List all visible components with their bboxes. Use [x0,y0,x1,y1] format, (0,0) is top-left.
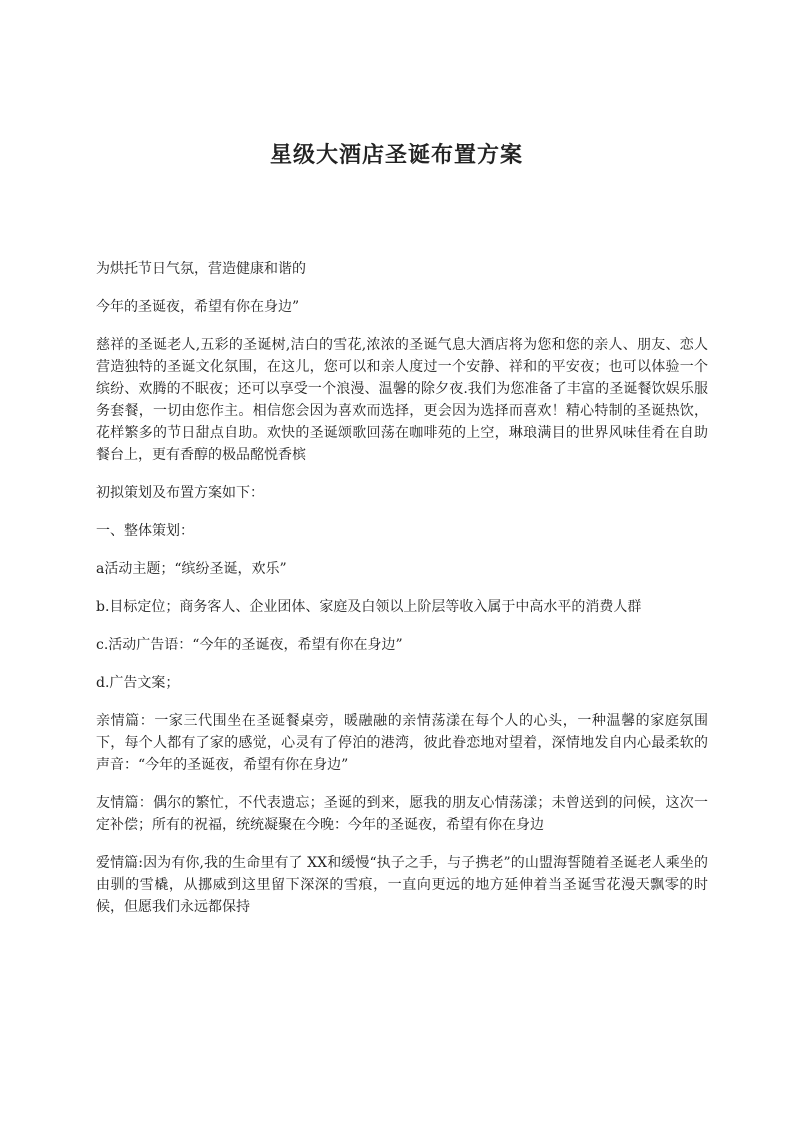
paragraph-description: 慈祥的圣诞老人,五彩的圣诞树,洁白的雪花,浓浓的圣诞气息大酒店将为您和您的亲人、朋友、恋人营造独特的圣诞文化氛围，在这儿，您可以和亲人度过一个安静、祥和的平安夜；也可以体验一个缤纷、欢腾的不眠夜；还可以享受一个浪漫、温馨的除夕夜.我们为您准备了丰富的圣诞餐饮娱乐服务套餐，一切由您作主。相信您会因为喜欢而选择，更会因为选择而喜欢！精心特制的圣诞热饮，花样繁多的节日甜点自助。欢快的圣诞颂歌回荡在咖啡苑的上空，琳琅满目的世界风味佳肴在自助餐台上，更有香醇的极品酩悦香槟 [96,337,708,463]
section-heading-overall: 一、整体策划： [96,523,194,539]
item-ad-slogan: c.活动广告语：“今年的圣诞夜，希望有你在身边” [96,637,403,653]
item-theme: a活动主题；“缤纷圣诞，欢乐” [96,561,287,577]
document-title: 星级大酒店圣诞布置方案 [269,142,523,168]
paragraph-plan-heading: 初拟策划及布置方案如下： [96,485,264,501]
item-target: b.目标定位；商务客人、企业团体、家庭及白领以上阶层等收入属于中高水平的消费人群 [96,599,642,615]
paragraph-family: 亲情篇：一家三代围坐在圣诞餐桌旁，暖融融的亲情荡漾在每个人的心头，一种温馨的家庭氛围下，每个人都有了家的感觉，心灵有了停泊的港湾，彼此眷恋地对望着，深情地发自内心最柔软的声音：“今年的圣诞夜，希望有你在身边” [96,713,708,773]
paragraph-slogan: 今年的圣诞夜，希望有你在身边” [96,299,300,315]
paragraph-intro: 为烘托节日气氛，营造健康和谐的 [96,261,306,277]
document-body [96,258,708,934]
item-ad-copy: d.广告文案； [96,675,180,691]
paragraph-friendship: 友情篇：偶尔的繁忙，不代表遗忘；圣诞的到来，愿我的朋友心情荡漾；未曾送到的问候，这次一定补偿；所有的祝福，统统凝聚在今晚：今年的圣诞夜，希望有你在身边 [96,795,708,833]
paragraph-love: 爱情篇:因为有你,我的生命里有了 XX和缓慢“执子之手，与子携老”的山盟海誓随着圣诞老人乘坐的由驯的雪橇，从挪威到这里留下深深的雪痕，一直向更远的地方延伸着当圣诞雪花漫天飘零的时候，但愿我们永远都保持 [96,855,708,915]
